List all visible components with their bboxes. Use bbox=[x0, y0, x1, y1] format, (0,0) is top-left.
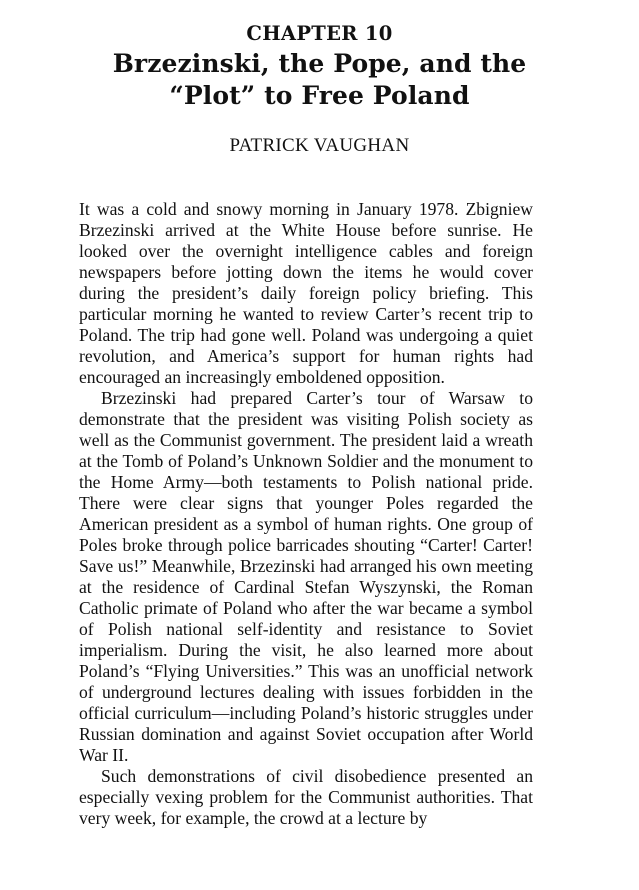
chapter-number: CHAPTER 10 bbox=[246, 22, 393, 45]
chapter-title-line-1: Brzezinski, the Pope, and the bbox=[112, 49, 527, 78]
paragraph-2: Brzezinski had prepared Carter’s tour of Warsaw to demonstrate that the president was visiting Polish society as well as the Communist government. The president laid a wreath at the Tomb of Poland’s Unknown Soldier and the monument to the Home Army—both testaments to Polish national pride. There were clear signs that younger Poles regarded the American president as a symbol of human rights. One group of Poles broke through police barricades shouting “Carter! Carter! Save us!” Meanwhile, Brzezinski had arranged his own meeting at the residence of Cardinal Stefan Wyszynski, the Roman Catholic primate of Poland who after the war became a symbol of Polish national self-identity and resistance to Soviet imperialism. During the visit, he also learned more about Poland’s “Flying Universities.” This was an unofficial network of underground lectures dealing with issues forbidden in the official curriculum—including Poland’s historic struggles under Russian domination and against Soviet occupation after World War II. bbox=[79, 388, 533, 765]
paragraph-1: It was a cold and snowy morning in January 1978. Zbigniew Brzezinski arrived at the White House before sunrise. He looked over the overnight intelligence cables and foreign newspapers before jotting down the items he would cover during the president’s daily foreign policy briefing. This particular morning he wanted to review Carter’s recent trip to Poland. The trip had gone well. Poland was undergoing a quiet revolution, and America’s support for human rights had encouraged an increasingly emboldened opposition. bbox=[79, 199, 533, 387]
paragraph-3: Such demonstrations of civil disobedience presented an especially vexing problem for the Communist authorities. That very week, for example, the crowd at a lecture by bbox=[79, 766, 533, 828]
author-name: PATRICK VAUGHAN bbox=[229, 135, 410, 156]
chapter-title-line-2: “Plot” to Free Poland bbox=[169, 81, 470, 110]
chapter-body bbox=[79, 199, 533, 829]
